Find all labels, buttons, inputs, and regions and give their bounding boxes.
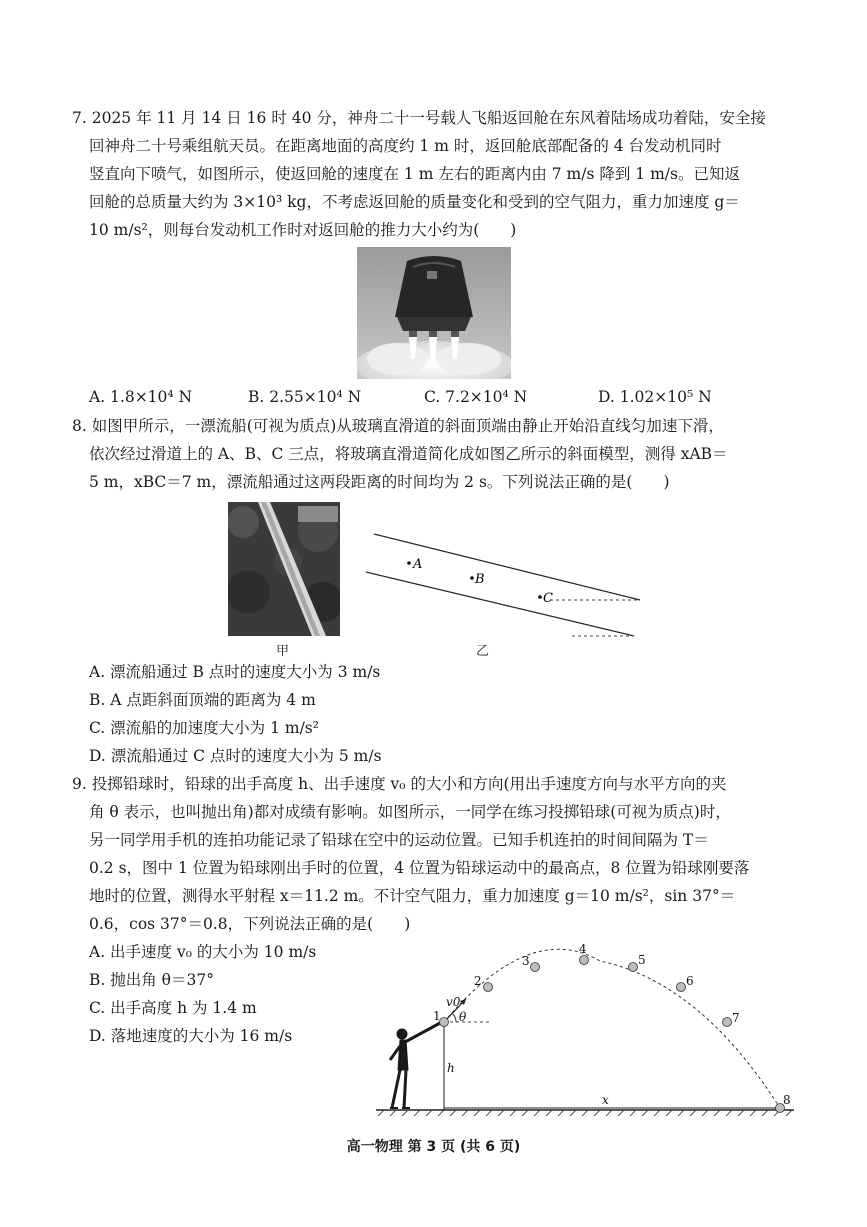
label-point-8: 8: [783, 1093, 791, 1107]
q9-line-3: 另一同学用手机的连拍功能记录了铅球在空中的运动位置。已知手机连拍的时间间隔为 T＝: [89, 831, 709, 849]
q9-line-2: 角 θ 表示，也叫抛出角)都对成绩有影响。如图所示，一同学在练习投掷铅球(可视为质点)时，: [89, 803, 731, 821]
ball-position-6: [677, 983, 686, 992]
q8-option-a: A. 漂流船通过 B 点时的速度大小为 3 m/s: [89, 663, 381, 681]
q8-point-c: [538, 595, 542, 599]
label-point-4: 4: [579, 942, 587, 956]
q8-figure-yi-caption: 乙: [476, 644, 490, 659]
q9-option-c: C. 出手高度 h 为 1.4 m: [89, 999, 257, 1017]
label-x: x: [602, 1093, 609, 1107]
ball-position-3: [531, 963, 540, 972]
q9-shotput-diagram: [370, 942, 800, 1122]
q9-option-d: D. 落地速度的大小为 16 m/s: [89, 1027, 293, 1045]
q9-option-b: B. 抛出角 θ＝37°: [89, 971, 214, 989]
q8-label-b: B: [475, 572, 485, 587]
q8-point-a: [407, 561, 411, 565]
label-point-7: 7: [732, 1011, 740, 1025]
q8-point-b: [470, 576, 474, 580]
label-point-1: 1: [433, 1009, 441, 1023]
q8-label-c: C: [543, 591, 553, 606]
athlete-figure: [390, 1022, 442, 1108]
q9-line-5: 地时的位置，测得水平射程 x＝11.2 m。不计空气阻力，重力加速度 g＝10 m/s²，sin 37°＝: [89, 887, 736, 905]
q8-incline-diagram: [360, 526, 650, 641]
q8-option-c: C. 漂流船的加速度大小为 1 m/s²: [89, 719, 319, 737]
q7-capsule-photo: [357, 247, 511, 379]
q8-slide-photo: [228, 502, 340, 636]
q7-line-5: 10 m/s²，则每台发动机工作时对返回舱的推力大小约为( ): [89, 221, 517, 239]
label-point-2: 2: [474, 974, 482, 988]
q8-label-a: A: [413, 557, 423, 572]
q9-line-4: 0.2 s，图中 1 位置为铅球刚出手时的位置，4 位置为铅球运动中的最高点，8 位置为铅球刚要落: [89, 859, 750, 877]
ball-position-4: [580, 956, 589, 965]
label-h: h: [447, 1061, 455, 1075]
q9-line-6: 0.6，cos 37°＝0.8，下列说法正确的是( ): [89, 915, 411, 933]
q7-option-a: A. 1.8×10⁴ N: [89, 388, 193, 406]
q9-option-a: A. 出手速度 v₀ 的大小为 10 m/s: [89, 943, 317, 961]
q7-option-b: B. 2.55×10⁴ N: [248, 388, 362, 406]
page-footer: 高一物理 第 3 页 (共 6 页): [346, 1139, 521, 1155]
q7-line-2: 回神舟二十号乘组航天员。在距离地面的高度约 1 m 时，返回舱底部配备的 4 台发动机同时: [89, 137, 722, 155]
ball-position-7: [723, 1018, 732, 1027]
label-point-3: 3: [522, 954, 530, 968]
label-point-5: 5: [638, 953, 646, 967]
q9-line-1: 9. 投掷铅球时，铅球的出手高度 h、出手速度 v₀ 的大小和方向(用出手速度方向与水平方向的夹: [72, 775, 727, 793]
ball-position-1: [440, 1018, 449, 1027]
q7-option-c: C. 7.2×10⁴ N: [424, 388, 528, 406]
ball-position-2: [484, 983, 493, 992]
q8-line-3: 5 m，xBC＝7 m，漂流船通过这两段距离的时间均为 2 s。下列说法正确的是( ): [89, 473, 670, 491]
q7-line-3: 竖直向下喷气，如图所示，使返回舱的速度在 1 m 左右的距离内由 7 m/s 降到 1 m/s。已知返: [89, 165, 740, 183]
label-point-6: 6: [686, 974, 694, 988]
q8-option-d: D. 漂流船通过 C 点时的速度大小为 5 m/s: [89, 747, 382, 765]
q8-line-2: 依次经过滑道上的 A、B、C 三点，将玻璃直滑道简化成如图乙所示的斜面模型，测得 xAB＝: [89, 445, 728, 463]
label-theta: θ: [459, 1010, 467, 1024]
q7-line-1: 7. 2025 年 11 月 14 日 16 时 40 分，神舟二十一号载人飞船返回舱在东风着陆场成功着陆，安全接: [72, 109, 766, 127]
q7-line-4: 回舱的总质量大约为 3×10³ kg，不考虑返回舱的质量变化和受到的空气阻力，重力加速度 g＝: [89, 193, 740, 211]
q8-figure-jia-caption: 甲: [276, 644, 290, 659]
label-v0: v0: [446, 995, 461, 1009]
q8-option-b: B. A 点距斜面顶端的距离为 4 m: [89, 691, 316, 709]
q7-option-d: D. 1.02×10⁵ N: [598, 388, 712, 406]
ball-position-5: [629, 963, 638, 972]
q8-line-1: 8. 如图甲所示，一漂流船(可视为质点)从玻璃直滑道的斜面顶端由静止开始沿直线匀加速下滑，: [72, 417, 724, 435]
